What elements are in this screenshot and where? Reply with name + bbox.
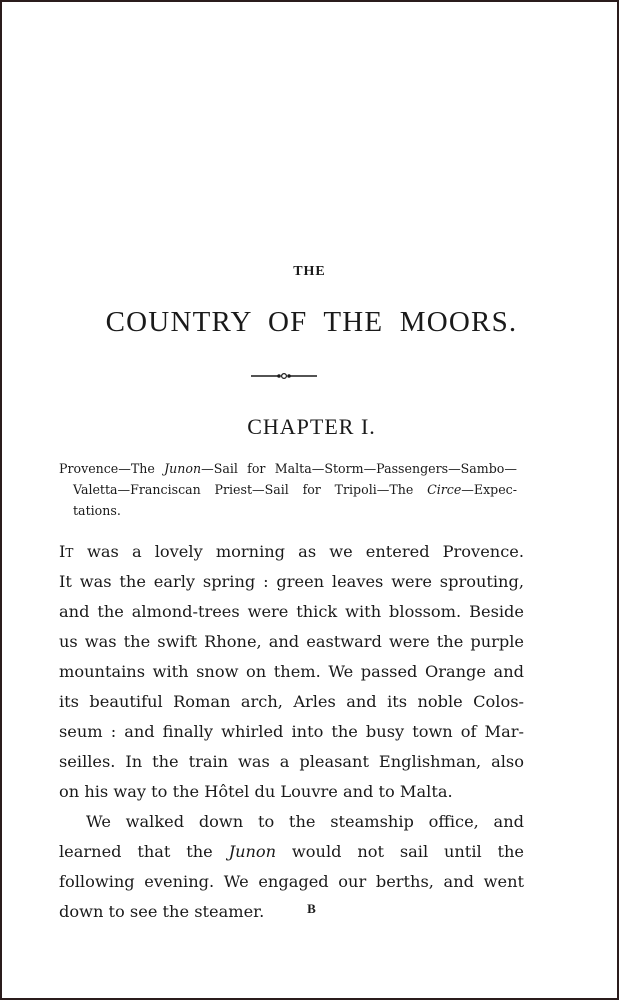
body-line: It was the early spring : green leaves were sprouting, [59,572,524,591]
body-line: down to see the steamer. [59,902,265,921]
body-line: us was the swift Rhone, and eastward were the purple [59,632,524,651]
body-text: learned that the [59,842,229,861]
synopsis-line [59,500,517,521]
chapter-synopsis [59,458,517,521]
signature-mark: B [307,901,316,916]
synopsis-line [59,479,517,500]
ornament-center-ring [282,374,287,379]
synopsis-text: —Expec- [461,482,517,497]
synopsis-ship-name: Circe [427,482,462,497]
body-line: and the almond-trees were thick with blossom. Beside [59,602,524,621]
body-line: its beautiful Roman arch, Arles and its noble Colos- [59,692,524,711]
synopsis-ship-name: Junon [164,461,202,476]
chapter-heading: CHAPTER I. [247,414,376,439]
body-text: was a lovely morning as we entered Provence. [87,542,524,561]
chapter-body [59,537,524,927]
book-title: COUNTRY OF THE MOORS. [105,306,518,338]
body-line [59,837,524,867]
synopsis-text: Valetta—Franciscan Priest—Sail for Tripoli—The [73,482,428,497]
body-line [59,537,524,567]
body-ship-name: Junon [228,842,277,861]
fleuron-rule-icon [251,371,317,381]
body-line: mountains with snow on them. We passed Orange and [59,662,524,681]
body-line: seilles. In the train was a pleasant Englishman, also [59,752,524,771]
body-text: would not sail until the [276,842,525,861]
title-article: THE [293,264,326,279]
synopsis-text: —Sail for Malta—Storm—Passengers—Sambo— [201,461,517,476]
body-line: on his way to the Hôtel du Louvre and to Malta. [59,782,453,801]
synopsis-line [59,458,517,479]
body-line: following evening. We engaged our berths, and went [59,872,524,891]
synopsis-text: tations. [73,503,121,518]
initial-smallcap: T [65,546,74,560]
synopsis-text: Provence—The [59,461,165,476]
body-line: We walked down to the steamship office, and [86,812,524,831]
body-line: seum : and finally whirled into the busy town of Mar- [59,722,524,741]
ornament-left-dot [277,374,281,378]
initial-letter: I [59,542,66,561]
